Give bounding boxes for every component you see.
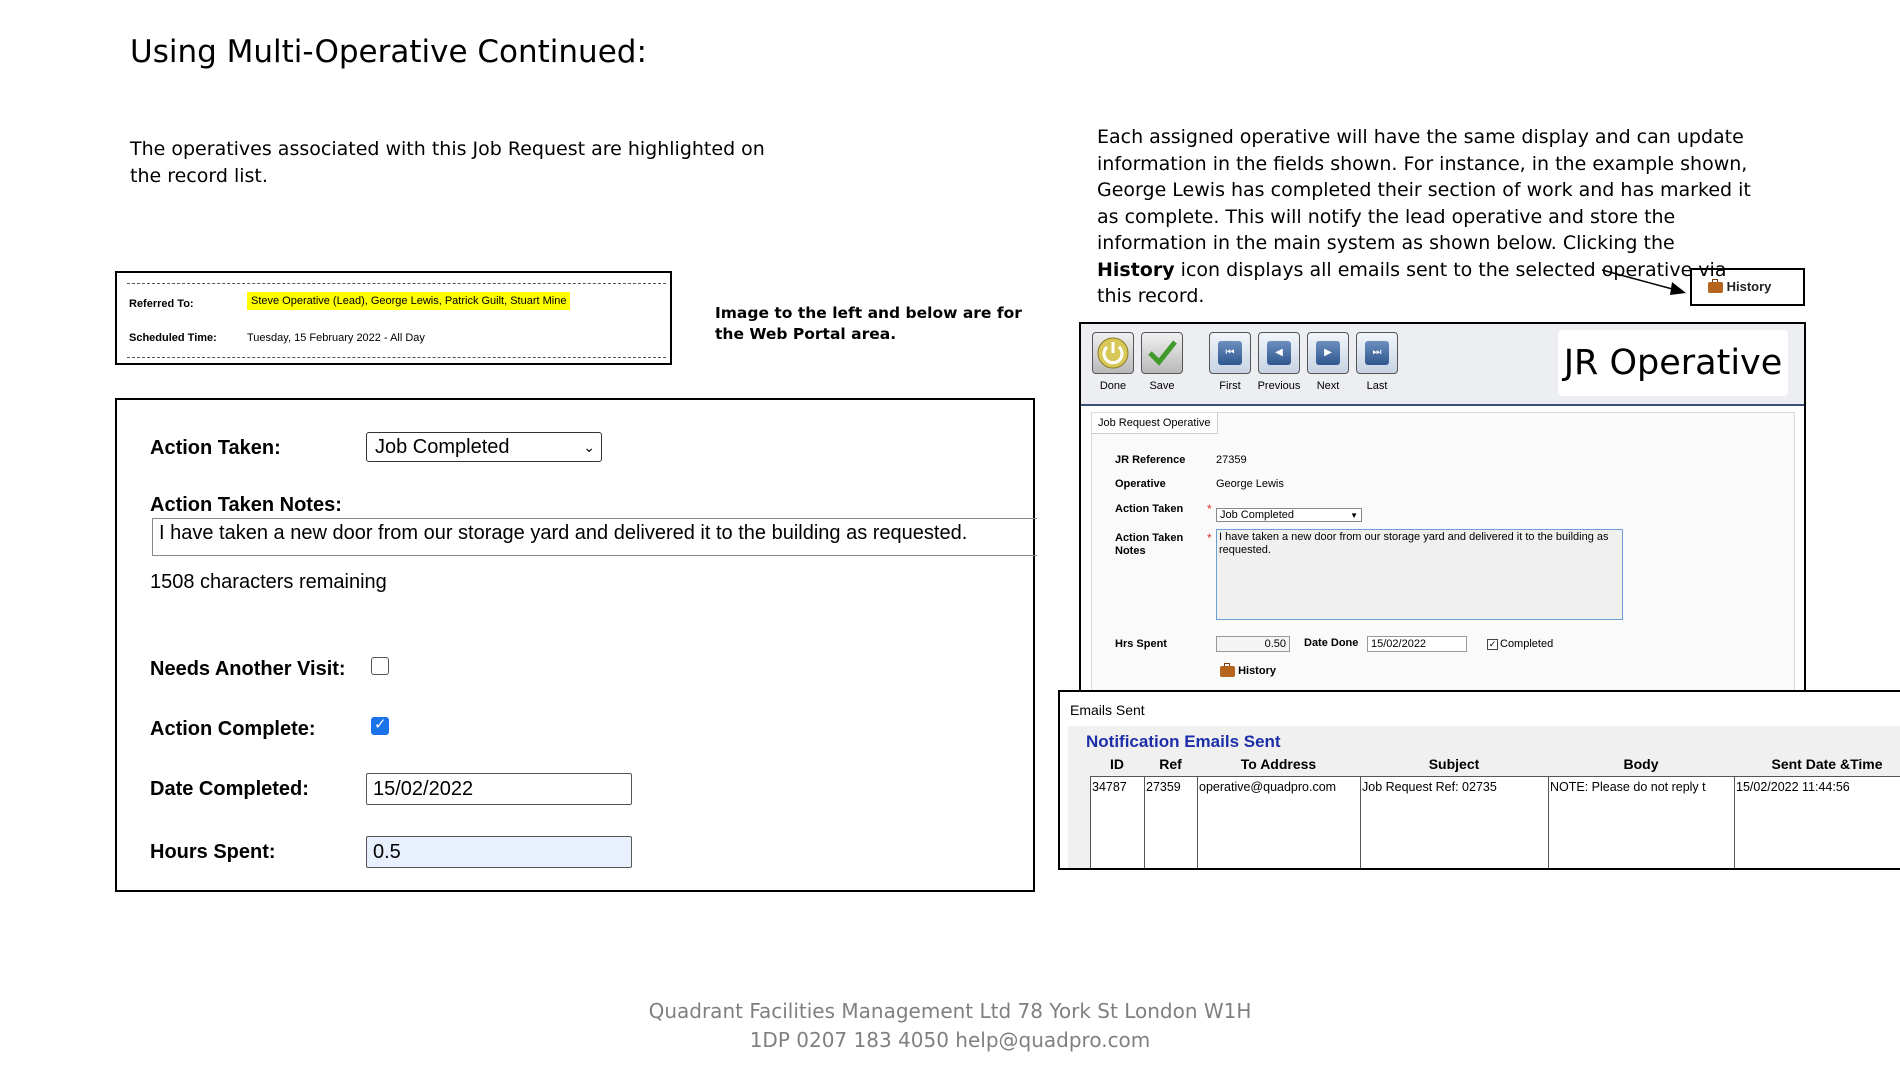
hrs-spent-label: Hrs Spent	[1115, 638, 1167, 650]
action-complete-label: Action Complete:	[150, 718, 316, 740]
arrow-icon	[1600, 268, 1690, 298]
dropdown-arrow-icon: ▼	[1350, 511, 1358, 520]
chevron-down-icon: ⌄	[583, 439, 595, 455]
operative-label: Operative	[1115, 478, 1166, 490]
column-divider	[1360, 777, 1361, 870]
done-label: Done	[1099, 380, 1127, 392]
history-link-label: History	[1238, 665, 1276, 677]
column-header-body[interactable]: Body	[1623, 756, 1659, 772]
emails-sent-window	[1058, 690, 1900, 870]
scheduled-value: Tuesday, 15 February 2022 - All Day	[247, 332, 425, 344]
briefcase-icon	[1708, 282, 1723, 293]
action-taken-value: Job Completed	[1220, 509, 1294, 521]
history-button[interactable]	[1690, 268, 1805, 306]
jr-operative-window	[1079, 322, 1806, 694]
column-divider	[1548, 777, 1549, 870]
column-header-subject[interactable]: Subject	[1428, 756, 1480, 772]
referred-highlight: Steve Operative (Lead), George Lewis, Patrick Guilt, Stuart Mine	[247, 292, 570, 310]
save-button[interactable]	[1141, 332, 1183, 374]
save-label: Save	[1149, 380, 1175, 392]
referred-label: Referred To:	[129, 298, 194, 310]
table-cell-body: NOTE: Please do not reply t	[1550, 780, 1706, 794]
checkmark-icon	[1142, 333, 1182, 373]
date-completed-field[interactable]: 15/02/2022	[366, 773, 632, 805]
emails-table	[1090, 756, 1900, 866]
column-header-to-address[interactable]: To Address	[1240, 756, 1317, 772]
page-title: Using Multi-Operative Continued:	[130, 34, 647, 70]
web-portal-form	[115, 398, 1035, 892]
footer-line-1: Quadrant Facilities Management Ltd 78 York St London W1H	[648, 999, 1252, 1023]
briefcase-icon	[1220, 666, 1235, 677]
action-taken-select[interactable]	[1216, 508, 1362, 522]
last-label: Last	[1366, 380, 1388, 392]
notes-field[interactable]: I have taken a new door from our storage yard and delivered it to the building as requested.	[152, 518, 1037, 556]
notes-label: Action Taken Notes	[1115, 532, 1184, 557]
table-cell-id: 34787	[1092, 780, 1127, 794]
completed-checkbox[interactable]: ✓	[1488, 639, 1497, 649]
action-taken-value: Job Completed	[375, 436, 510, 458]
explanation-text-1: Each assigned operative will have the same display and can update information in the fields shown. For instance, in the example shown, George Lewis has completed their section of work and has marked it as complete. This will notify the lead operative and store the information in the main system as shown below. Clicking the	[1097, 126, 1751, 254]
referred-value	[247, 295, 570, 307]
jr-reference-label: JR Reference	[1115, 454, 1186, 466]
column-divider	[1144, 777, 1145, 870]
notes-label: Action Taken Notes:	[150, 494, 342, 516]
date-done-field[interactable]: 15/02/2022	[1367, 636, 1467, 652]
hrs-spent-field[interactable]: 0.50	[1216, 636, 1290, 652]
portal-note: Image to the left and below are for the Web Portal area.	[715, 304, 1022, 343]
column-header-ref[interactable]: Ref	[1159, 756, 1182, 772]
needs-visit-checkbox[interactable]	[371, 657, 389, 675]
tab-panel	[1091, 412, 1795, 694]
first-icon: ⏮	[1218, 341, 1242, 365]
action-taken-label: Action Taken	[1115, 503, 1184, 515]
column-header-sent-date[interactable]: Sent Date &Time	[1771, 756, 1883, 772]
toolbar	[1081, 324, 1804, 406]
first-label: First	[1219, 380, 1241, 392]
column-divider	[1734, 777, 1735, 870]
notes-field[interactable]: I have taken a new door from our storage yard and delivered it to the building as requested.	[1216, 529, 1623, 620]
column-divider	[1197, 777, 1198, 870]
next-icon: ▶	[1316, 341, 1340, 365]
history-button-content	[1708, 279, 1771, 294]
column-divider	[1090, 777, 1091, 870]
intro-paragraph: The operatives associated with this Job Request are highlighted on the record list.	[130, 138, 765, 187]
done-button[interactable]	[1092, 332, 1134, 374]
history-link[interactable]	[1220, 665, 1276, 677]
jr-reference-value: 27359	[1216, 454, 1247, 466]
first-button[interactable]	[1209, 332, 1251, 374]
last-icon: ⏭	[1365, 341, 1389, 365]
table-cell-sent-date: 15/02/2022 11:44:56	[1736, 780, 1850, 794]
divider	[127, 357, 666, 358]
action-complete-checkbox[interactable]	[371, 717, 389, 735]
table-cell-subject: Job Request Ref: 02735	[1362, 780, 1497, 794]
action-taken-select[interactable]	[366, 432, 602, 462]
tab-job-request-operative[interactable]: Job Request Operative	[1092, 413, 1218, 434]
explanation-bold: History	[1097, 258, 1175, 281]
date-completed-label: Date Completed:	[150, 778, 309, 800]
completed-label: Completed	[1500, 638, 1554, 650]
history-button-label: History	[1726, 279, 1772, 294]
previous-label: Previous	[1257, 380, 1301, 392]
window-title: JR Operative	[1558, 330, 1788, 396]
previous-icon: ◀	[1267, 341, 1291, 365]
hours-spent-label: Hours Spent:	[150, 841, 276, 863]
last-button[interactable]	[1356, 332, 1398, 374]
date-done-label: Date Done	[1304, 637, 1359, 649]
explanation-text-2: icon displays all emails sent to the selected operative via this record.	[1097, 258, 1727, 307]
next-button[interactable]	[1307, 332, 1349, 374]
previous-button[interactable]	[1258, 332, 1300, 374]
action-taken-label: Action Taken:	[150, 437, 281, 459]
emails-heading: Notification Emails Sent	[1086, 732, 1281, 751]
table-cell-to-address: operative@quadpro.com	[1199, 780, 1337, 794]
table-cell-ref: 27359	[1146, 780, 1181, 794]
required-marker: *	[1207, 531, 1212, 545]
needs-visit-label: Needs Another Visit:	[150, 658, 346, 680]
emails-window-title: Emails Sent	[1070, 702, 1145, 718]
column-header-id[interactable]: ID	[1110, 756, 1124, 772]
divider	[127, 283, 666, 284]
next-label: Next	[1316, 380, 1340, 392]
referral-panel	[115, 271, 672, 365]
chars-remaining: 1508 characters remaining	[150, 571, 387, 593]
footer-line-2: 1DP 0207 183 4050 help@quadpro.com	[749, 1028, 1151, 1052]
scheduled-label: Scheduled Time:	[129, 332, 217, 344]
hours-spent-field[interactable]: 0.5	[366, 836, 632, 868]
operative-value: George Lewis	[1216, 478, 1284, 490]
power-icon	[1093, 333, 1133, 373]
required-marker: *	[1207, 502, 1212, 516]
